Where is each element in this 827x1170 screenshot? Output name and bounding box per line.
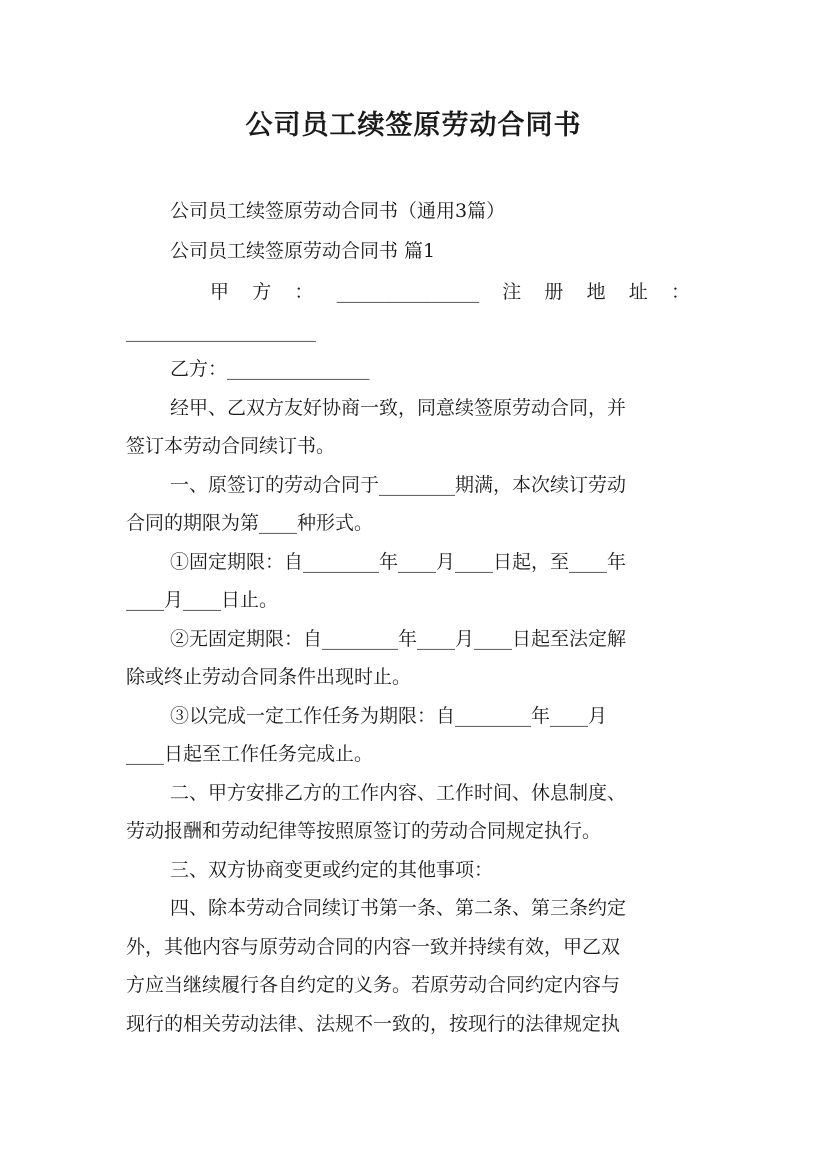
party-a-blank: _______________ [336, 281, 480, 303]
paragraph-line: 现行的相关劳动法律、法规不一致的，按现行的法律规定执 [126, 1013, 621, 1035]
subtitle-line: 公司员工续签原劳动合同书（通用3篇） [170, 200, 506, 222]
paragraph-line: ____日起至工作任务完成止。 [126, 743, 374, 765]
paragraph-line: ____月____日止。 [126, 589, 279, 611]
paragraph-line: 一、原签订的劳动合同于________期满，本次续订劳动 [170, 474, 627, 496]
address-blank-line: ____________________ [126, 320, 316, 342]
paragraph-line: 二、甲方安排乙方的工作内容、工作时间、休息制度、 [170, 782, 627, 804]
party-a-label: 甲 [210, 281, 230, 303]
paragraph-line: 三、双方协商变更或约定的其他事项： [170, 859, 494, 881]
section-heading: 公司员工续签原劳动合同书 篇1 [170, 240, 436, 262]
paragraph-line: 外，其他内容与原劳动合同的内容一致并持续有效，甲乙双 [126, 936, 621, 958]
paragraph-line: 合同的期限为第____种形式。 [126, 512, 374, 534]
page-title: 公司员工续签原劳动合同书 [245, 110, 582, 141]
address-char-3: 地 [586, 281, 606, 303]
address-char-2: 册 [544, 281, 564, 303]
paragraph-line: 劳动报酬和劳动纪律等按照原签订的劳动合同规定执行。 [126, 820, 602, 842]
paragraph-line: 签订本劳动合同续订书。 [126, 435, 336, 457]
party-a-line [210, 279, 690, 305]
paragraph-line: 方应当继续履行各自约定的义务。若原劳动合同约定内容与 [126, 974, 621, 996]
paragraph-line: 除或终止劳动合同条件出现时止。 [126, 666, 412, 688]
paragraph-line: 经甲、乙双方友好协商一致，同意续签原劳动合同，并 [170, 397, 627, 419]
paragraph-line: 四、除本劳动合同续订书第一条、第二条、第三条约定 [170, 897, 627, 919]
colon: ： [294, 281, 314, 303]
party-a-label-2: 方 [252, 281, 272, 303]
paragraph-line: ②无固定期限：自________年____月____日起至法定解 [170, 628, 627, 650]
address-char-1: 注 [502, 281, 522, 303]
colon: ： [670, 281, 690, 303]
paragraph-line: ①固定期限：自________年____月____日起，至____年 [170, 551, 627, 573]
address-char-4: 址 [628, 281, 648, 303]
paragraph-line: ③以完成一定工作任务为期限：自________年____月 [170, 705, 608, 727]
party-b-line: 乙方：_______________ [170, 358, 370, 380]
